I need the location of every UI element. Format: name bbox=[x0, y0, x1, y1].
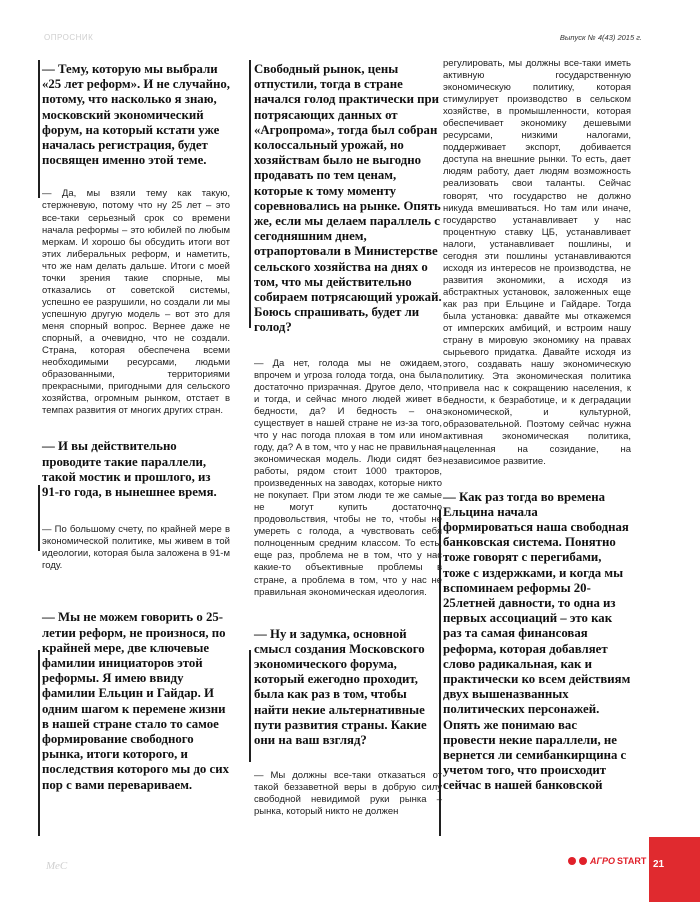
logo-circle-icon bbox=[579, 857, 587, 865]
question-text: — Тему, которую мы выбрали «25 лет реформ». И не случайно, потому, что насколько я знаю, московский экономический форум, на который кстати уже началась регистрация, будет посвящен именно этой теме. bbox=[42, 62, 231, 168]
column-middle bbox=[254, 48, 442, 818]
column-left bbox=[42, 48, 230, 793]
answer-text: регулировать, мы должны все-таки иметь активную государственную экономическую политику, которая стимулирует производство в сельском хозяйстве, в промышленности, которая обеспечивает экономику дешевыми ресурсами, низкими налогами, поддерживает экспорт, добивается доступа на внешние рынки. То есть, дает людям работу, дает людям возможность реализовать свои таланты. Сейчас говорят, что государство не должно никуда вмешиваться. Но там или иначе, государство устанавливает у нас процентную ставку ЦБ, устанавливает налоги, устанавливает пошлины, и сегодня эти пошлины устанавливаются исходя из интересов не производства, не развития экономики, а исходя из абстрактных установок, заложенных еще как раз при Ельцине и Гайдаре. Тогда была установка: давайте мы откажемся от имперских амбиций, и встроим нашу страну в мировую экономику на правах сырьевого придатка. Давайте исходя из этого, создавать нашу экономическую политику. Эта экономическая политика привела нас к сокращению населения, к бедности, к безработице, и к деградации экономической, и культурной, образовательной. Поэтому сейчас нужна активная экономическая политика, нацеленная на созидание, на независимое развитие. bbox=[443, 58, 631, 467]
logo-circle-icon bbox=[568, 857, 576, 865]
page-number: 21 bbox=[653, 859, 665, 870]
question-text: Свободный рынок, цены отпустили, тогда в стране начался голод практически при потрясающих данных от «Агропрома», тогда был собран колоссальный урожай, но хозяйствам было не выгодно продавать по тем ценам, которые к тому моменту соревновались на рынке. Опять же, если мы делаем параллель с сегодняшним днем, отрапортовали в Министерстве сельского хозяйства на днях о том, что мы действительно собираем потрясающий урожай. Боюсь спрашивать, будет ли голод? bbox=[254, 62, 442, 335]
question-rule bbox=[38, 650, 40, 836]
signature-logo: МеС bbox=[46, 860, 68, 872]
column-right bbox=[443, 48, 631, 794]
question-text: — Мы не можем говорить о 25-летии реформ, не произнося, по крайней мере, две ключевые фамилии инициаторов этой реформы. Я имею ввиду фамилии Ельцин и Гайдар. И одним шагом к перемене жизни в нашей стране стало то самое формирование свободного рынка, итоги которого, и последствия которого мы до сих пор с вами перевариваем. bbox=[42, 610, 229, 792]
answer-text: — Да, мы взяли тему как такую, стержневую, потому что ну 25 лет – это все-таки серьезный срок со времени начала реформы – это юбилей по любым меркам. И хорошо бы обсудить итоги вот этих либеральных реформ, и наметить, что же нам делать дальше. Итоги с моей точки зрения такие спорные, мы отказались от советской системы, успешно ее разрушили, но создали ли мы успешную другую модель – вот это для меня спорный вопрос. Вернее даже не спорный, а очевидно, что не создали. Страна, которая обеспечена всеми необходимыми ресурсами, людьми образованными, территориями прекрасными, пригодными для сельского хозяйства, огромным рынком, отстает в темпах развития от многих других стран. bbox=[42, 188, 230, 417]
question-text: — Ну и задумка, основной смысл создания Московского экономического форума, который ежегодно проходит, была как раз в том, чтобы найти некие альтернативные пути развития страны. Какие они на ваш взгляд? bbox=[254, 626, 427, 748]
answer-text: — Мы должны все-таки отказаться от такой беззаветной веры в добрую силу свободной невидимой руки рынка – рынка, который никто не должен bbox=[254, 770, 442, 818]
question-rule bbox=[249, 60, 251, 328]
question-text: — Как раз тогда во времена Ельцина начала формироваться наша свободная банковская система. Понятно тоже говорят с перегибами, тоже с издержками, и когда мы вспоминаем реформы 20-25летней давности, то одна из первых ассоциаций – это как раз та самая финансовая реформа, которая добавляет слово радикальная, как и практически ко всем действиям двух вышеназванных политических персонажей. Опять же понимаю вас провести некие параллели, не вернется ли семибанкирщина с учетом того, что происходит сейчас в нашей банковской bbox=[443, 489, 631, 793]
brand-logo: АГРО START bbox=[568, 856, 646, 866]
issue-label: Выпуск № 4(43) 2015 г. bbox=[559, 33, 642, 42]
answer-text: — По большому счету, по крайней мере в экономической политике, мы живем в той идеологии, которая была заложена в 91-м году. bbox=[42, 524, 230, 572]
section-label: ОПРОСНИК bbox=[44, 33, 94, 42]
question-rule bbox=[38, 60, 40, 198]
question-text: — И вы действительно проводите такие параллели, такой мостик и прошлого, из 91-го года, в нынешнее время. bbox=[42, 439, 217, 499]
answer-text: — Да нет, голода мы не ожидаем, впрочем и угроза голода тогда, она была достаточно призрачная. Другое дело, что и тогда, и сейчас много людей живет в бедности, да? И бедность – она существует в нашей стране не из-за того, что у нас погода плохая в том или ином году, да? А в том, что у нас не правильная экономическая модель. Люди сидят без работы, рядом стоит 1000 тракторов, произведенных на заводах, которые никто не покупает. При этом люди те же самые не могут купить достаточно продовольствия, чтобы не то, чтобы не умереть с голода, а чувствовать себя полноценным средним классом. То есть, еще раз, проблема не в том, что у нас какие-то объективные проблемы в стране, а проблема в том, что у нас не правильная экономическая идеология. bbox=[254, 357, 442, 598]
question-rule bbox=[38, 485, 40, 551]
question-rule bbox=[249, 650, 251, 762]
